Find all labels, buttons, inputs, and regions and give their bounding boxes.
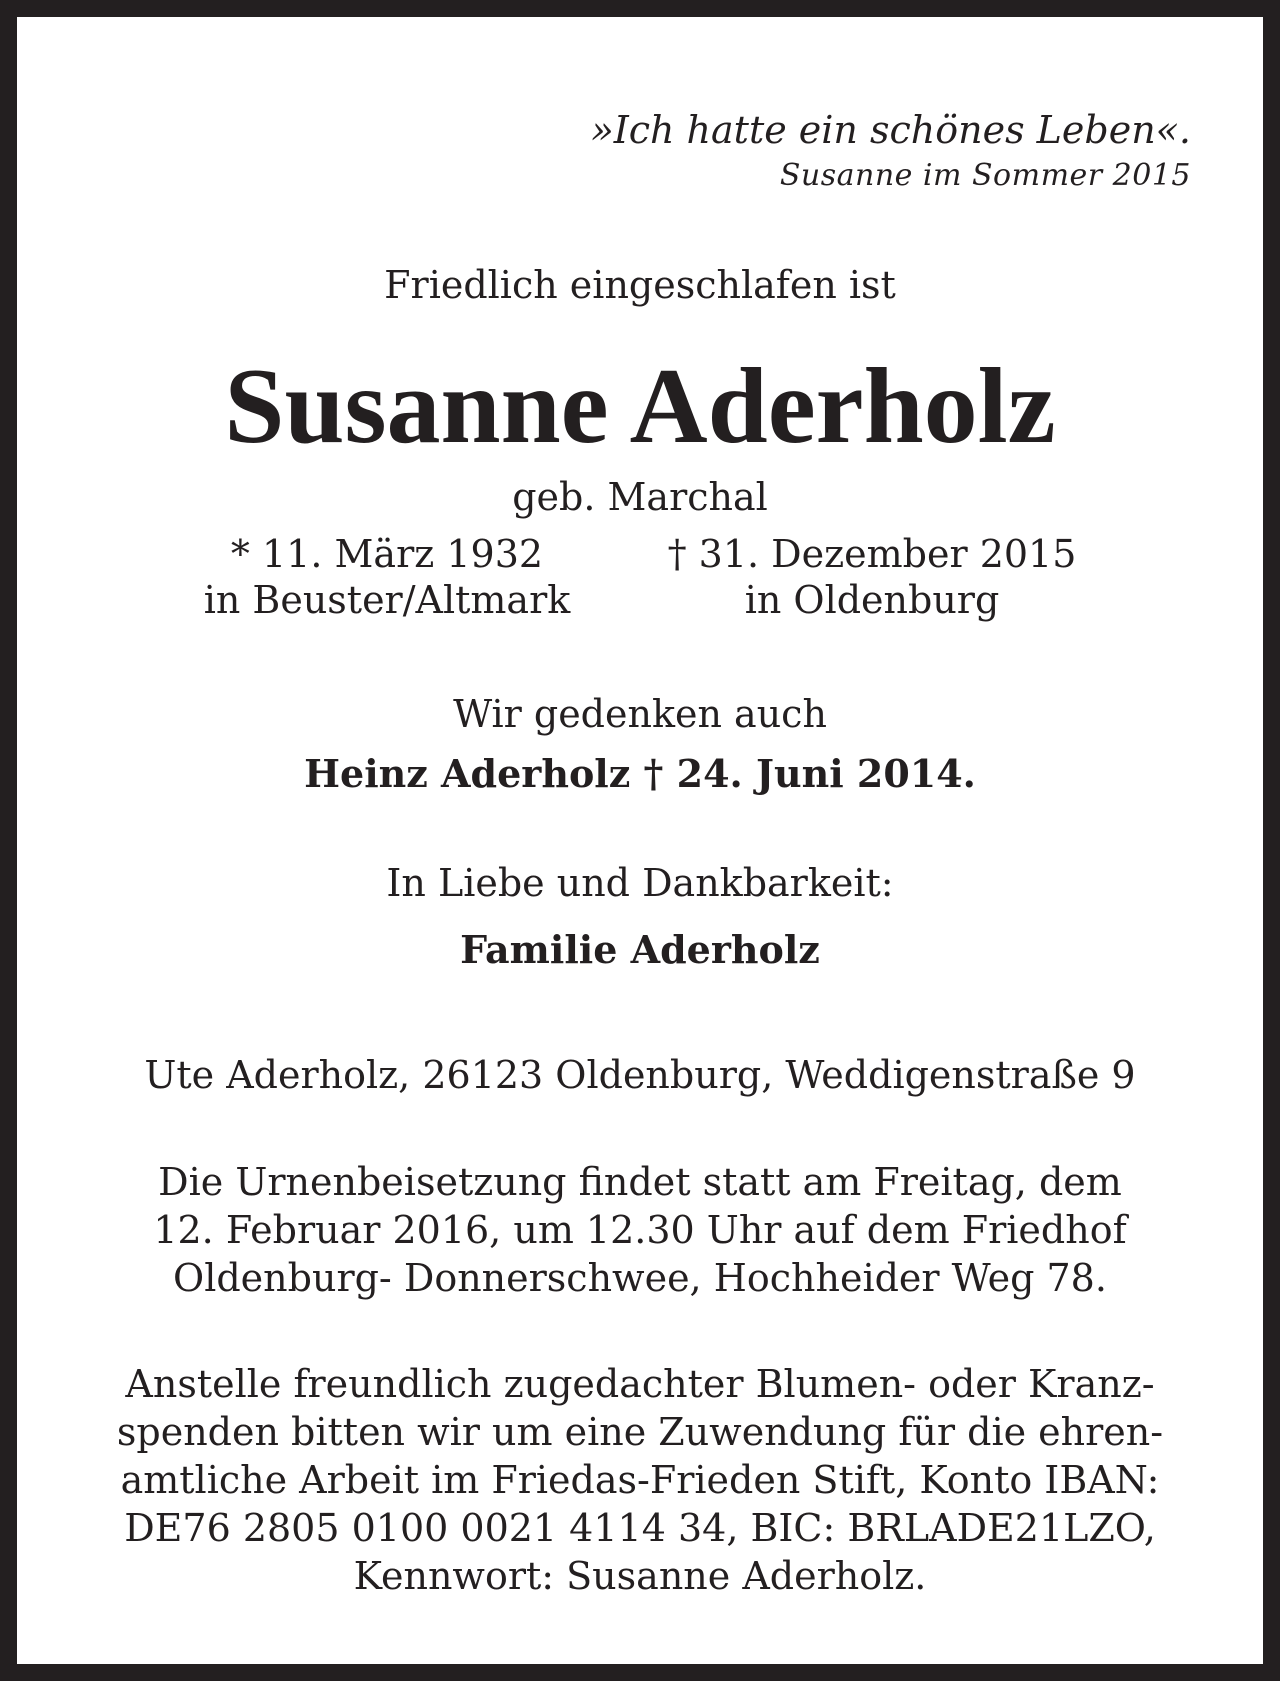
epigraph xyxy=(590,107,1191,199)
contact-address: Ute Aderholz, 26123 Oldenburg, Weddigenstraße 9 xyxy=(144,1053,1136,1097)
birth-info xyxy=(177,531,597,623)
family-signature: Familie Aderholz xyxy=(460,927,820,972)
donation-line: DE76 2805 0100 0021 4114 34, BIC: BRLADE21LZO, xyxy=(124,1506,1156,1550)
death-place: in Oldenburg xyxy=(744,578,1000,622)
donation-line: spenden bitten wir um eine Zuwendung für die ehren- xyxy=(116,1410,1164,1454)
intro-text: Friedlich eingeschlafen ist xyxy=(384,263,896,307)
death-date: † 31. Dezember 2015 xyxy=(667,532,1077,576)
remembrance-person: Heinz Aderholz † 24. Juni 2014. xyxy=(304,751,976,796)
remembrance-intro: Wir gedenken auch xyxy=(453,692,827,736)
birth-place: in Beuster/Altmark xyxy=(203,578,571,622)
burial-line: 12. Februar 2016, um 12.30 Uhr auf dem Friedhof xyxy=(153,1208,1127,1252)
closing-phrase: In Liebe und Dankbarkeit: xyxy=(386,861,894,905)
maiden-name: geb. Marchal xyxy=(512,475,768,519)
epigraph-quote: »Ich hatte ein schönes Leben«. xyxy=(590,108,1191,152)
life-dates xyxy=(17,531,1263,623)
burial-line: Oldenburg- Donnerschwee, Hochheider Weg 78. xyxy=(173,1256,1107,1300)
donation-line: amtliche Arbeit im Friedas-Frieden Stift, Konto IBAN: xyxy=(120,1458,1160,1502)
donation-line: Anstelle freundlich zugedachter Blumen- oder Kranz- xyxy=(125,1362,1155,1406)
epigraph-attribution: Susanne im Sommer 2015 xyxy=(779,158,1191,193)
deceased-name: Susanne Aderholz xyxy=(224,347,1056,466)
donation-line: Kennwort: Susanne Aderholz. xyxy=(353,1554,927,1598)
burial-line: Die Urnenbeisetzung findet statt am Freitag, dem xyxy=(158,1160,1122,1204)
birth-date: * 11. März 1932 xyxy=(230,532,544,576)
death-info xyxy=(647,531,1097,623)
